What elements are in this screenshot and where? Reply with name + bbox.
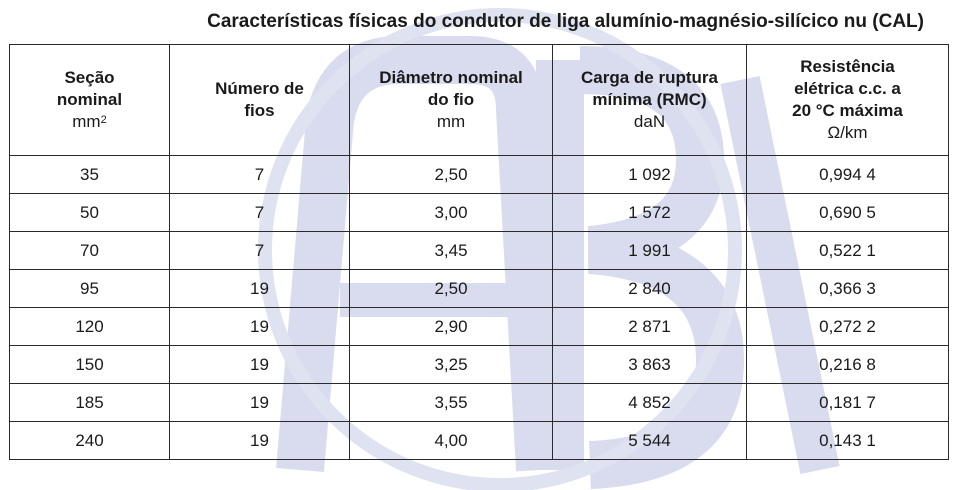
cell-diametro: 3,55 [350,384,553,422]
header-row [10,45,949,156]
cell-diametro: 3,00 [350,194,553,232]
cell-secao: 95 [10,270,170,308]
header-diametro-nominal: Diâmetro nominal do fio mm [350,45,553,156]
header-carga-de-ruptura: Carga de ruptura mínima (RMC) daN [553,45,747,156]
cell-secao: 35 [10,156,170,194]
cell-diametro: 3,45 [350,232,553,270]
cell-carga: 1 092 [553,156,747,194]
cell-carga: 2 840 [553,270,747,308]
table-title: Características físicas do condutor de liga alumínio-magnésio-silícico nu (CAL) [207,11,924,32]
cell-diametro: 2,50 [350,156,553,194]
cell-secao: 50 [10,194,170,232]
cell-resistencia: 0,366 3 [747,270,949,308]
cell-resistencia: 0,143 1 [747,422,949,460]
cell-diametro: 4,00 [350,422,553,460]
table-row [10,422,949,460]
cell-resistencia: 0,994 4 [747,156,949,194]
cell-resistencia: 0,522 1 [747,232,949,270]
cell-secao: 240 [10,422,170,460]
header-secao-nominal: Seção nominal $mm^2$ [10,45,170,156]
table-row [10,194,949,232]
cell-secao: 150 [10,346,170,384]
table-row [10,308,949,346]
cell-fios: 19 [170,422,350,460]
cell-fios: 7 [170,232,350,270]
cell-fios: 7 [170,156,350,194]
cell-carga: 4 852 [553,384,747,422]
cell-resistencia: 0,181 7 [747,384,949,422]
table-row [10,346,949,384]
cell-secao: 70 [10,232,170,270]
cell-fios: 19 [170,308,350,346]
cell-diametro: 2,50 [350,270,553,308]
cell-secao: 120 [10,308,170,346]
cell-resistencia: 0,272 2 [747,308,949,346]
cell-secao: 185 [10,384,170,422]
cell-diametro: 2,90 [350,308,553,346]
cell-fios: 19 [170,346,350,384]
cell-fios: 19 [170,384,350,422]
cell-carga: 5 544 [553,422,747,460]
cell-carga: 3 863 [553,346,747,384]
cell-fios: 19 [170,270,350,308]
cell-carga: 1 572 [553,194,747,232]
cell-resistencia: 0,690 5 [747,194,949,232]
cell-carga: 1 991 [553,232,747,270]
cell-carga: 2 871 [553,308,747,346]
table-row [10,384,949,422]
cell-diametro: 3,25 [350,346,553,384]
header-resistencia-eletrica: Resistência elétrica c.c. a 20 °C máxima Ω/km [747,45,949,156]
table-row [10,270,949,308]
table-row [10,156,949,194]
cell-resistencia: 0,216 8 [747,346,949,384]
table-row [10,232,949,270]
conductor-characteristics-table [9,44,949,460]
cell-fios: 7 [170,194,350,232]
header-numero-de-fios: Número de fios [170,45,350,156]
